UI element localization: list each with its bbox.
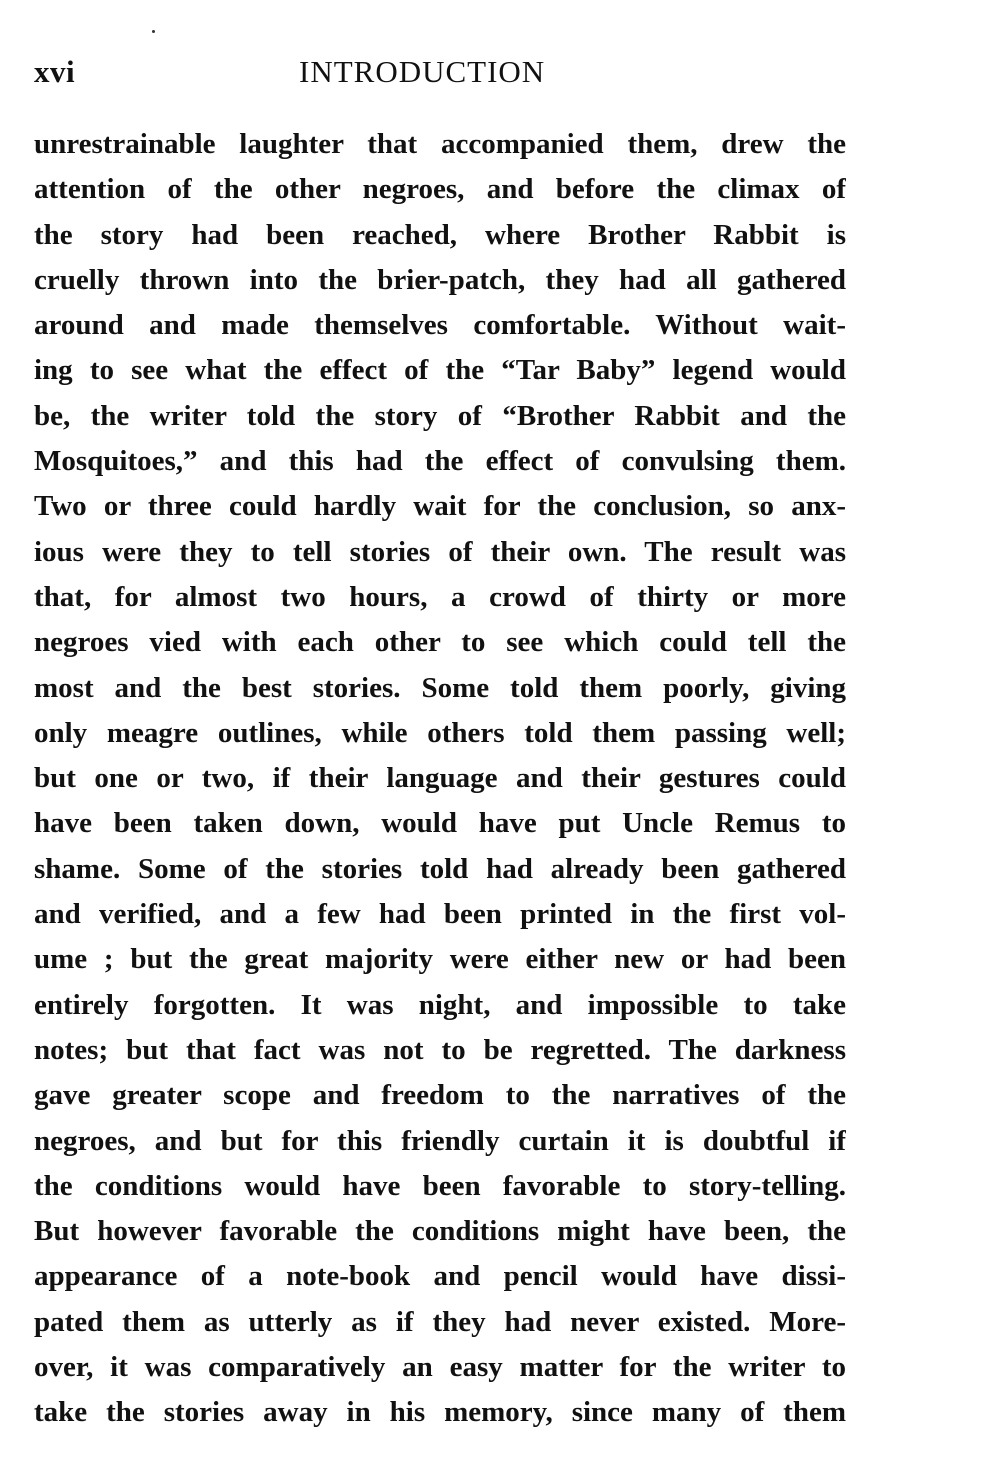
text-line: most and the best stories. Some told them poorly, giving	[34, 671, 846, 704]
text-line: Two or three could hardly wait for the conclusion, so anx-	[34, 490, 846, 523]
text-line: take the stories away in his memory, since many of them	[34, 1396, 846, 1429]
text-line: that, for almost two hours, a crowd of thirty or more	[34, 580, 846, 613]
text-line: shame. Some of the stories told had already been gathered	[34, 852, 846, 885]
text-line: pated them as utterly as if they had never existed. More-	[34, 1305, 846, 1338]
text-line: but one or two, if their language and their gestures could	[34, 762, 846, 795]
text-line: around and made themselves comfortable. Without wait-	[34, 309, 846, 342]
text-line: notes; but that fact was not to be regretted. The darkness	[34, 1033, 846, 1066]
print-speck	[152, 30, 155, 33]
text-line: have been taken down, would have put Uncle Remus to	[34, 807, 846, 840]
text-line: ume ; but the great majority were either new or had been	[34, 943, 846, 976]
text-line: be, the writer told the story of “Brother Rabbit and the	[34, 399, 846, 432]
text-line: ious were they to tell stories of their own. The result was	[34, 535, 846, 568]
text-line: over, it was comparatively an easy matter for the writer to	[34, 1351, 846, 1384]
text-line: only meagre outlines, while others told them passing well;	[34, 716, 846, 749]
text-line: gave greater scope and freedom to the narratives of the	[34, 1079, 846, 1112]
text-line: the story had been reached, where Brother Rabbit is	[34, 218, 846, 251]
body-text	[34, 122, 846, 1436]
text-line: entirely forgotten. It was night, and impossible to take	[34, 988, 846, 1021]
text-line: But however favorable the conditions might have been, the	[34, 1215, 846, 1248]
text-line: Mosquitoes,” and this had the effect of convulsing them.	[34, 445, 846, 478]
text-line: negroes vied with each other to see which could tell the	[34, 626, 846, 659]
text-line: unrestrainable laughter that accompanied them, drew the	[34, 128, 846, 160]
running-head: INTRODUCTION	[299, 54, 546, 89]
text-line: negroes, and but for this friendly curtain it is doubtful if	[34, 1124, 846, 1157]
text-line: and verified, and a few had been printed in the first vol-	[34, 898, 846, 931]
text-line: the conditions would have been favorable to story-telling.	[34, 1169, 846, 1202]
page-number: xvi	[34, 54, 76, 89]
text-line: appearance of a note-book and pencil would have dissi-	[34, 1260, 846, 1293]
text-line: cruelly thrown into the brier-patch, they had all gathered	[34, 263, 846, 296]
page-header	[34, 54, 846, 98]
text-line: ing to see what the effect of the “Tar Baby” legend would	[34, 354, 846, 387]
text-line: attention of the other negroes, and before the climax of	[34, 173, 846, 206]
